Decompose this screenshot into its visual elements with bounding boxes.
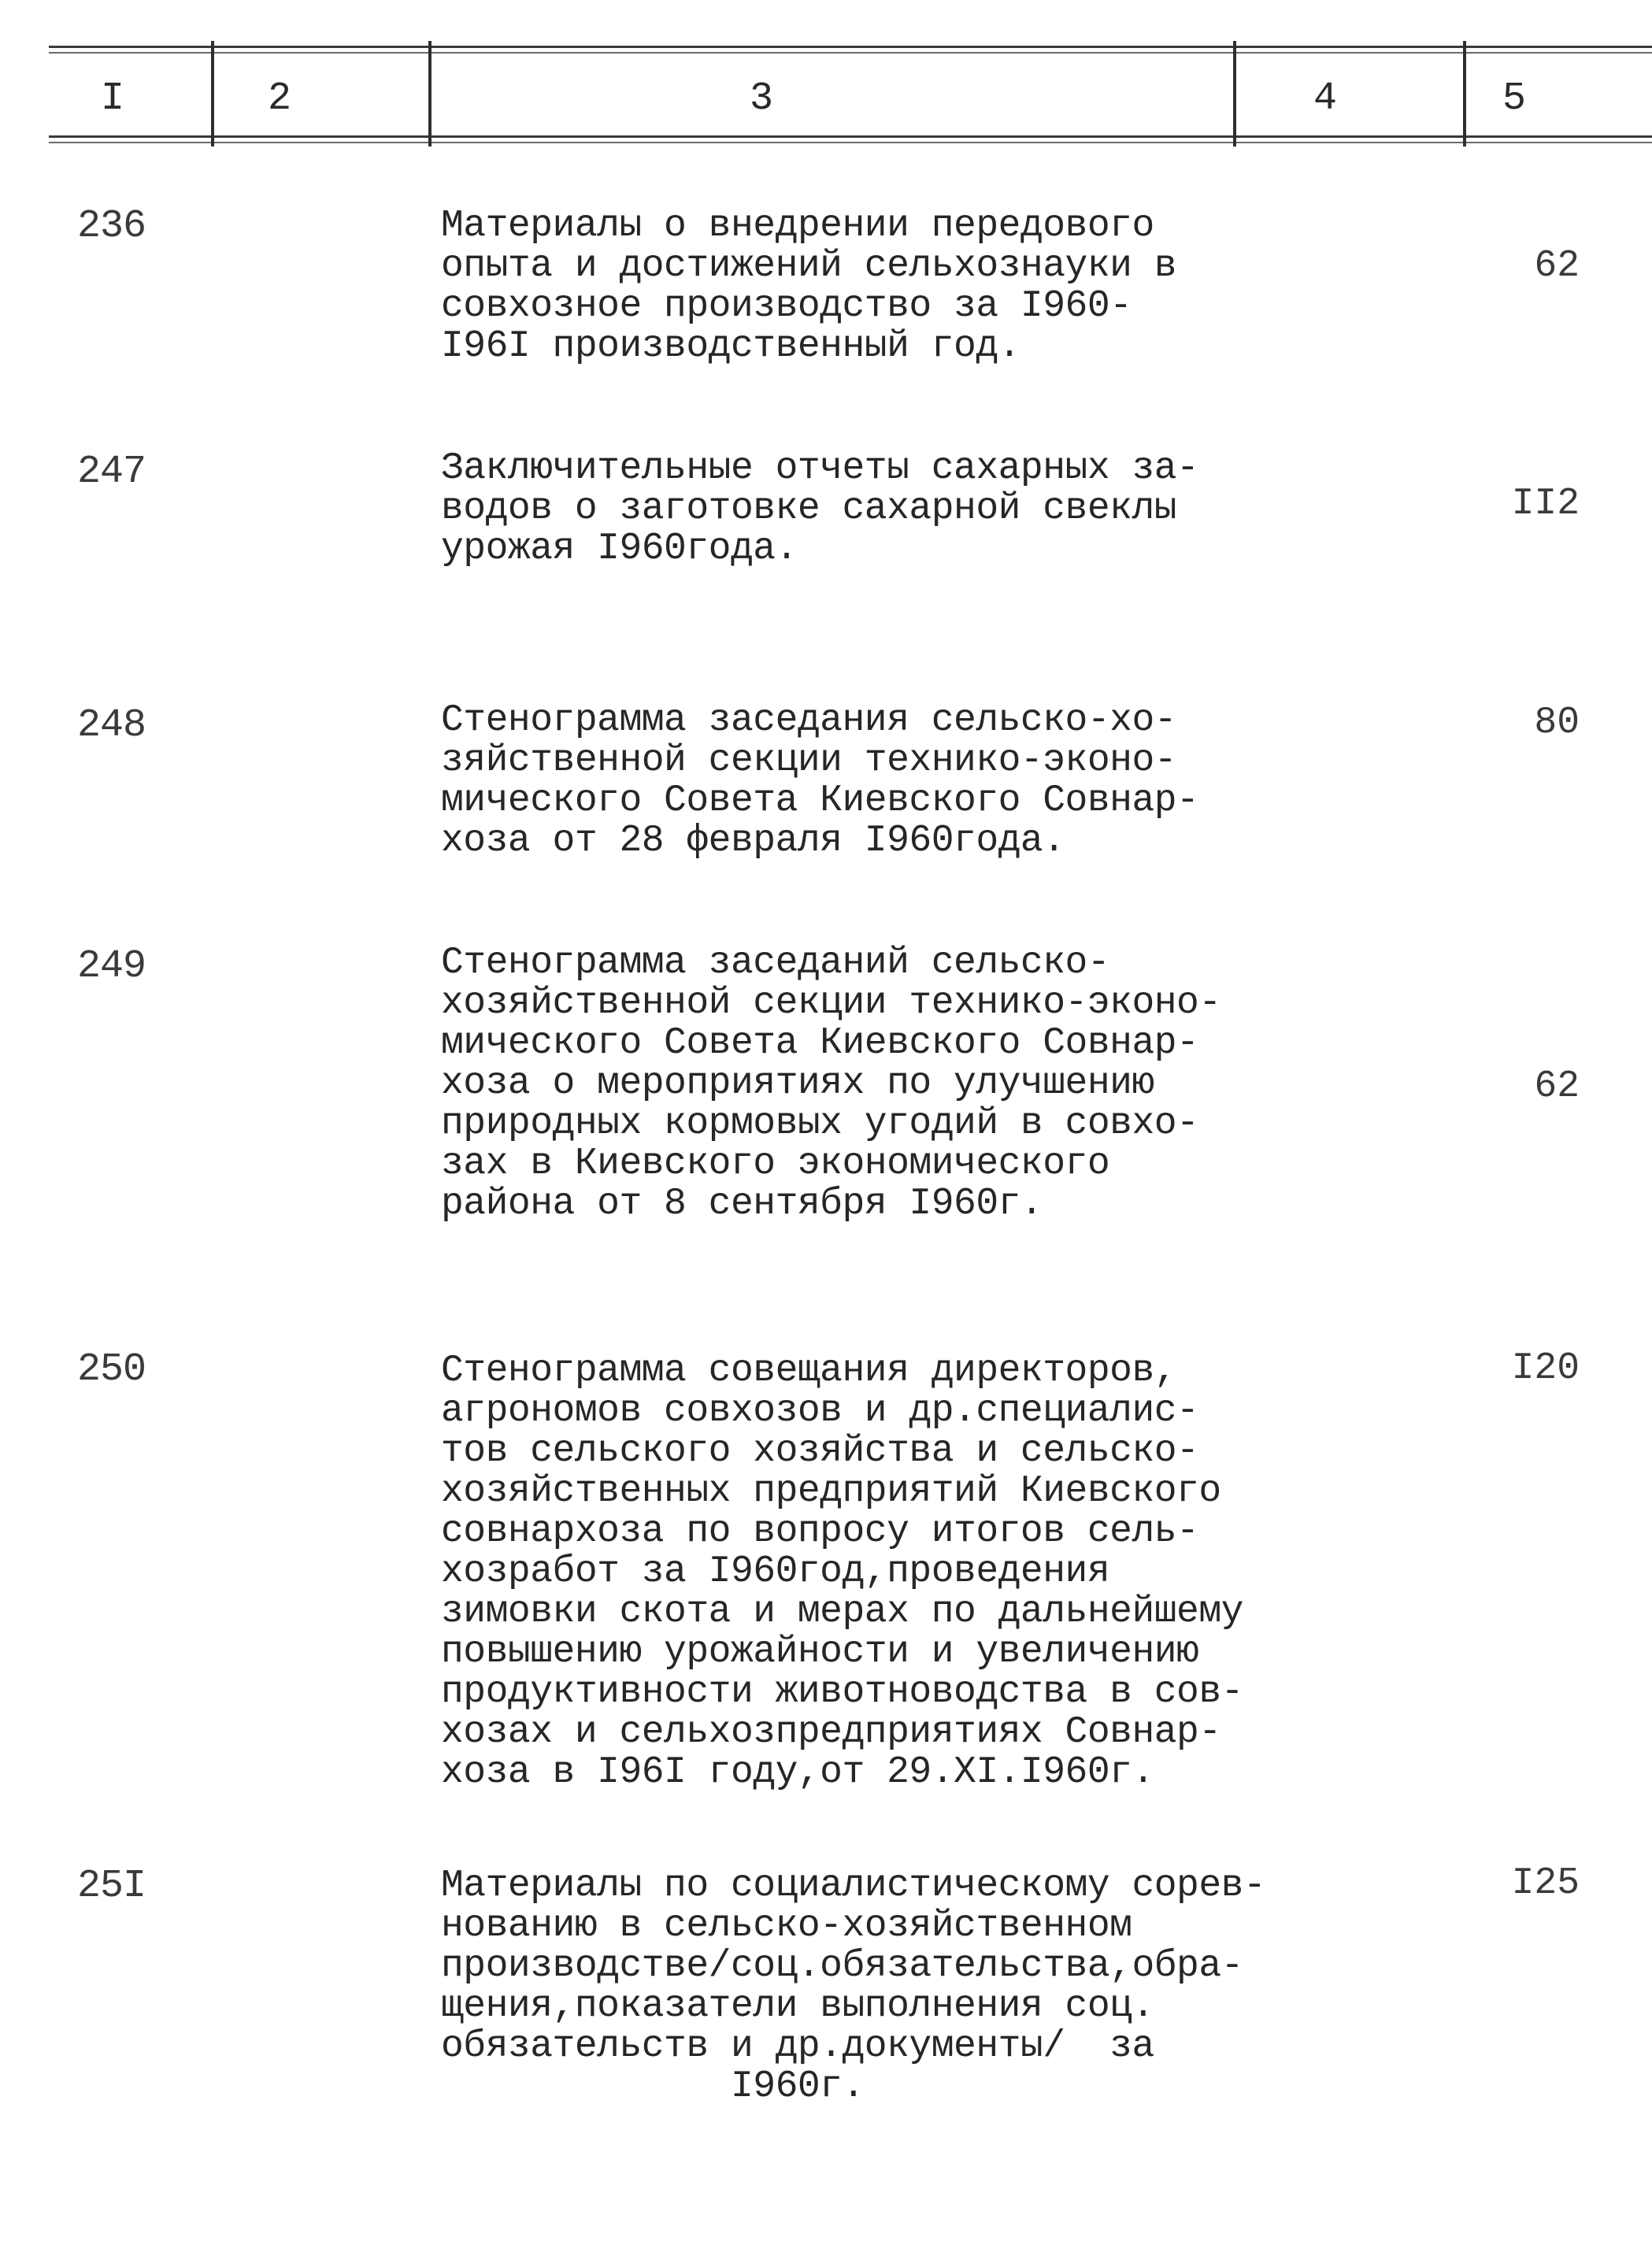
row-title: Стенограмма заседания сельско-хо- зяйственной секции технико-эконо- мического Совета Киевского Совнар- хоза от 28 февраля I960года. [441, 699, 1199, 862]
column-divider [1233, 41, 1236, 146]
row-number: 25I [77, 1864, 146, 1909]
row-number: 249 [77, 944, 146, 989]
column-header-5: 5 [1502, 76, 1527, 121]
header-top-rule [49, 46, 1652, 48]
column-divider [211, 41, 214, 146]
row-title: Материалы по социалистическому сорев- нованию в сельско-хозяйственном производстве/соц.обязательства,обра- щения,показатели выполнения соц. обязательств и др.документы/ за I960г. [441, 1865, 1266, 2108]
column-header-4: 4 [1313, 76, 1338, 121]
header-bottom-rule [49, 135, 1652, 138]
row-title: Стенограмма совещания директоров, агрономов совхозов и др.специалис- тов сельского хозяйства и сельско- хозяйственных предприятий Киевского совнархоза по вопросу итогов сель- хозработ за I960год,проведения зимовки скота и мерах по дальнейшему повышению урожайности и увеличению продуктивности животноводства в сов- хозах и сельхозпредприятиях Совнар- хоза в I96I году,от 29.XI.I960г. [441, 1350, 1243, 1794]
row-title: Материалы о внедрении передового опыта и достижений сельхознауки в совхозное производство за I960- I96I производственный год. [441, 205, 1177, 368]
header-bottom-rule-secondary [49, 142, 1652, 143]
row-number: 250 [77, 1347, 146, 1392]
row-sheet-count: 62 [1534, 1065, 1580, 1108]
column-header-3: 3 [750, 76, 774, 121]
column-divider [1463, 41, 1466, 146]
row-sheet-count: 80 [1534, 702, 1580, 744]
header-top-rule-secondary [49, 52, 1652, 54]
row-sheet-count: II2 [1511, 483, 1580, 525]
row-number: 248 [77, 703, 146, 748]
row-title: Заключительные отчеты сахарных за- водов о заготовке сахарной свеклы урожая I960года. [441, 447, 1199, 570]
column-header-2: 2 [268, 76, 292, 121]
row-sheet-count: I25 [1511, 1862, 1580, 1905]
row-number: 247 [77, 450, 146, 495]
column-header-1: I [101, 76, 125, 121]
row-title: Стенограмма заседаний сельско- хозяйственной секции технико-эконо- мического Совета Киевского Совнар- хоза о мероприятиях по улучшению природных кормовых угодий в совхо- зах в Киевского экономического района от 8 сентября I960г. [441, 942, 1221, 1225]
row-sheet-count: I20 [1511, 1347, 1580, 1390]
column-divider [428, 41, 432, 146]
row-sheet-count: 62 [1534, 245, 1580, 287]
row-number: 236 [77, 204, 146, 249]
